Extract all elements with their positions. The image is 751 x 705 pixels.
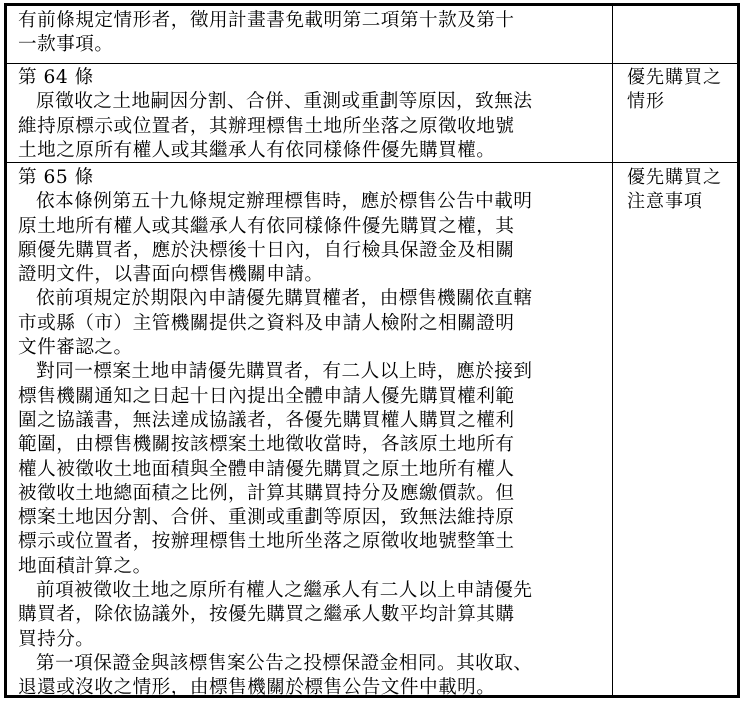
side-note-line: 優先購買之 <box>627 167 722 188</box>
text-line: 地面積計算之。 <box>18 555 152 577</box>
text-line: 標售機關通知之日起十日內提出全體申請人優先購買權利範 <box>18 385 515 407</box>
regulation-table <box>4 3 740 698</box>
article-row-65 <box>7 162 737 699</box>
text-line: 土地之原所有權人或其繼承人有依同樣條件優先購買權。 <box>18 139 496 161</box>
text-line: 有前條規定情形者，徵用計畫書免載明第二項第十款及第十 <box>18 10 515 31</box>
text-line: 標示或位置者，按辦理標售土地所坐落之原徵收地號整筆土 <box>18 531 515 553</box>
text-line: 對同一標案土地申請優先購買者，有二人以上時，應於接到 <box>36 361 533 383</box>
text-line: 範圍，由標售機關按該標案土地徵收當時，各該原土地所有 <box>18 434 515 456</box>
text-line: 市或縣（市）主管機關提供之資料及申請人檢附之相關證明 <box>18 312 515 334</box>
text-line: 依本條例第五十九條規定辦理標售時，應於標售公告中載明 <box>36 191 533 213</box>
article-heading: 第 64 條 <box>18 67 94 88</box>
article-row-continuation <box>7 6 737 61</box>
text-line: 依前項規定於期限內申請優先購買權者，由標售機關依直轄 <box>36 288 533 310</box>
article-heading: 第 65 條 <box>18 167 94 188</box>
text-line: 權人被徵收土地面積與全體申請優先購買之原土地所有權人 <box>18 458 515 480</box>
text-line: 圍之協議書，無法達成協議者，各優先購買權人購買之權利 <box>18 409 515 431</box>
text-line: 原土地所有權人或其繼承人有依同樣條件優先購買之權，其 <box>18 215 515 237</box>
article-text <box>18 166 608 701</box>
article-text <box>18 9 608 58</box>
side-note <box>627 66 737 115</box>
text-line: 證明文件，以書面向標售機關申請。 <box>18 264 324 286</box>
text-line: 購買者，除依協議外，按優先購買之繼承人數平均計算其購 <box>18 604 515 626</box>
text-line: 買持分。 <box>18 628 95 650</box>
side-note <box>627 166 737 215</box>
side-note-line: 注意事項 <box>627 191 703 213</box>
text-line: 原徵收之土地嗣因分割、合併、重測或重劃等原因，致無法 <box>36 91 533 113</box>
text-line: 文件審認之。 <box>18 337 133 359</box>
text-line: 被徵收土地總面積之比例，計算其購買持分及應繳價款。但 <box>18 482 515 504</box>
text-line: 前項被徵收土地之原所有權人之繼承人有二人以上申請優先 <box>36 580 533 602</box>
side-note-line: 情形 <box>627 91 665 113</box>
article-row-64 <box>7 63 737 161</box>
text-line: 一款事項。 <box>18 34 114 56</box>
text-line: 標案土地因分割、合併、重測或重劃等原因，致無法維持原 <box>18 507 515 529</box>
text-line: 第一項保證金與該標售案公告之投標保證金相同。其收取、 <box>36 652 533 674</box>
side-note-line: 優先購買之 <box>627 67 722 88</box>
text-line: 維持原標示或位置者，其辦理標售土地所坐落之原徵收地號 <box>18 115 515 137</box>
text-line: 退還或沒收之情形，由標售機關於標售公告文件中載明。 <box>18 677 496 699</box>
article-text <box>18 66 608 163</box>
text-line: 願優先購買者，應於決標後十日內，自行檢具保證金及相關 <box>18 239 515 261</box>
